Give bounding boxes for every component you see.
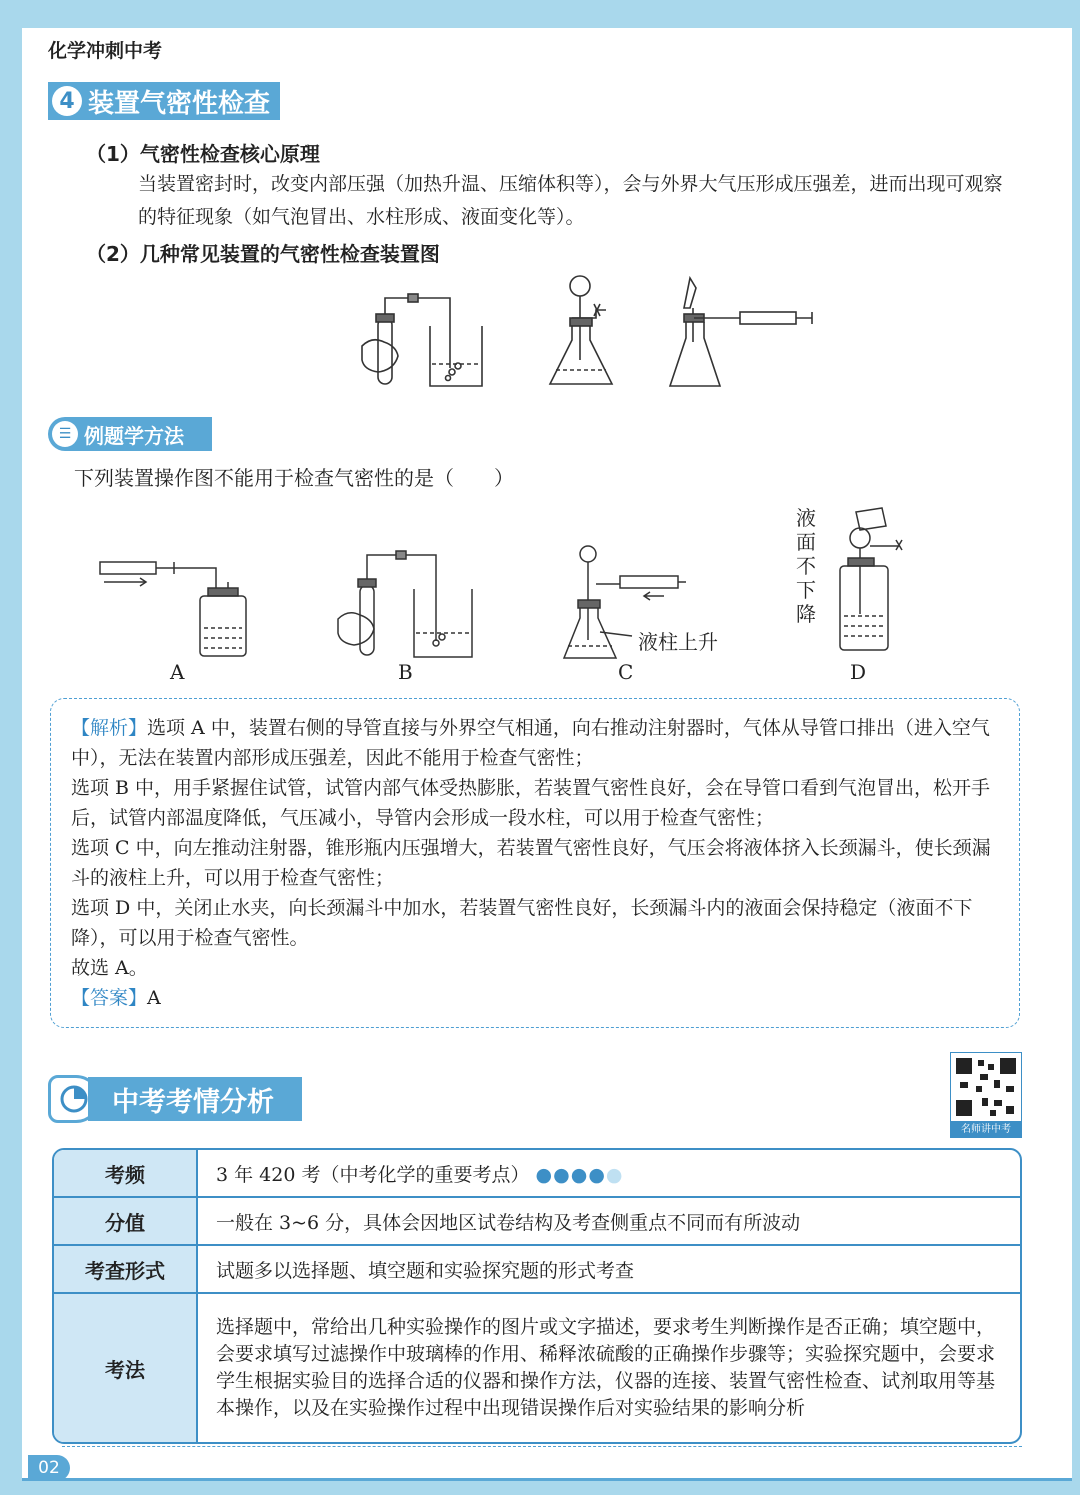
figure-c-note: 液柱上升 bbox=[638, 630, 718, 654]
section-title: 装置气密性检查 bbox=[88, 88, 271, 119]
conclusion: 故选 A。 bbox=[71, 957, 148, 979]
answer-value: A bbox=[147, 987, 161, 1009]
hand-test-tube-apparatus bbox=[362, 294, 482, 386]
drop-icon: ● bbox=[553, 1163, 571, 1186]
question-text: 下列装置操作图不能用于检查气密性的是（ ） bbox=[74, 466, 514, 490]
drop-icon: ● bbox=[535, 1163, 554, 1186]
drop-icon: ● bbox=[588, 1163, 606, 1186]
page-number: 02 bbox=[28, 1455, 70, 1481]
row-value: 选择题中，常给出几种实验操作的图片或文字描述，要求考生判断操作是否正确；填空题中，会要求填写过滤操作中玻璃棒的作用、稀释浓硫酸的正确操作步骤等；实验探究题中，会要求学生根据实验目的选择合适的仪器和操作方法，仪器的连接、装置气密性检查、试剂取用等基本操作，以及在实验操作过程中出现错误操作后对实验结果的影响分析 bbox=[216, 1316, 996, 1419]
qr-code-icon[interactable] bbox=[950, 1052, 1022, 1122]
table-row bbox=[54, 1198, 1020, 1246]
figure-b-label: B bbox=[398, 660, 413, 684]
row-value: 3 年 420 考（中考化学的重要考点） ●●●●● bbox=[198, 1150, 1020, 1198]
row-value: 试题多以选择题、填空题和实验探究题的形式考查 bbox=[198, 1246, 1020, 1294]
figure-d-note: 液面不下降 bbox=[796, 506, 816, 626]
row-key: 考法 bbox=[54, 1294, 198, 1442]
figure-c-label: C bbox=[618, 660, 634, 684]
section-header bbox=[48, 82, 280, 120]
example-title: 例题学方法 bbox=[84, 423, 184, 448]
footer-divider bbox=[62, 1446, 1022, 1447]
analysis-b: 选项 B 中，用手紧握住试管，试管内部气体受热膨胀，若装置气密性良好，会在导管口看到气泡冒出，松开手后，试管内部温度降低，气压减小，导管内会形成一段水柱，可以用于检查气密性； bbox=[71, 777, 991, 829]
row-key: 考频 bbox=[54, 1150, 198, 1198]
figure-a bbox=[96, 552, 256, 662]
footer-bar bbox=[22, 1478, 1072, 1481]
figure-d bbox=[830, 504, 920, 656]
row-value: 一般在 3~6 分，具体会因地区试卷结构及考查侧重点不同而有所波动 bbox=[198, 1198, 1020, 1246]
example-header bbox=[48, 417, 212, 451]
long-neck-funnel-flask-apparatus bbox=[550, 276, 612, 384]
row-key: 考查形式 bbox=[54, 1246, 198, 1294]
analysis-d: 选项 D 中，关闭止水夹，向长颈漏斗中加水，若装置气密性良好，长颈漏斗内的液面会保持稳定（液面不下降），可以用于检查气密性。 bbox=[71, 897, 973, 949]
figure-d-label: D bbox=[850, 660, 867, 684]
example-icon: ☰ bbox=[52, 421, 78, 447]
analysis-c: 选项 C 中，向左推动注射器，锥形瓶内压强增大，若装置气密性良好，气压会将液体挤入长颈漏斗，使长颈漏斗的液柱上升，可以用于检查气密性； bbox=[71, 837, 991, 889]
figure-b bbox=[332, 545, 482, 660]
frequency-rating bbox=[536, 1164, 624, 1186]
analysis-a: 【解析】选项 A 中，装置右侧的导管直接与外界空气相通，向右推动注射器时，气体从导管口排出（进入空气中），无法在装置内部形成压强差，因此不能用于检查气密性； bbox=[71, 717, 990, 769]
figure-a-label: A bbox=[170, 660, 185, 684]
exam-analysis-header bbox=[48, 1075, 302, 1123]
principle-text: 当装置密封时，改变内部压强（加热升温、压缩体积等），会与外界大气压形成压强差，进而出现可观察的特征现象（如气泡冒出、水柱形成、液面变化等）。 bbox=[138, 173, 1003, 228]
book-title: 化学冲刺中考 bbox=[48, 40, 163, 62]
table-row bbox=[54, 1294, 1020, 1442]
drop-icon: ● bbox=[570, 1163, 589, 1186]
table-row bbox=[54, 1150, 1020, 1198]
apparatus-diagrams bbox=[350, 268, 820, 396]
subheading-diagrams: （2）几种常见装置的气密性检查装置图 bbox=[86, 242, 440, 266]
analysis-box bbox=[50, 698, 1020, 1028]
drop-icon: ● bbox=[605, 1163, 624, 1186]
answer-line bbox=[71, 983, 999, 1013]
row-key: 分值 bbox=[54, 1198, 198, 1246]
exam-table bbox=[52, 1148, 1022, 1444]
exam-analysis-title: 中考考情分析 bbox=[88, 1077, 302, 1121]
syringe-flask-apparatus bbox=[670, 278, 812, 386]
qr-label: 名师讲中考 bbox=[950, 1122, 1022, 1138]
section-number: 4 bbox=[52, 86, 82, 116]
answer-tag: 【答案】 bbox=[71, 987, 148, 1009]
subheading-principle: （1）气密性检查核心原理 bbox=[86, 142, 320, 166]
table-row bbox=[54, 1246, 1020, 1294]
analysis-tag: 【解析】 bbox=[71, 717, 148, 739]
